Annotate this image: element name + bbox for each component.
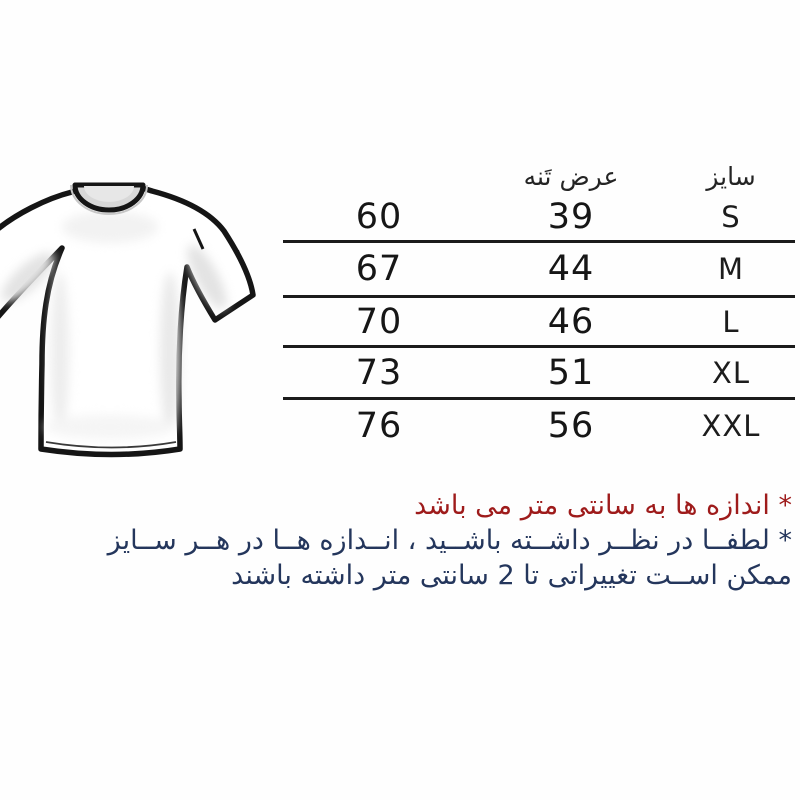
cell-width-xl: 51 [547,352,595,393]
tshirt-illustration [0,172,260,472]
size-table [283,150,795,452]
cell-length-m: 67 [355,249,403,289]
cell-size-s: S [721,200,741,234]
col-header-length [283,191,475,194]
cell-size-l: L [722,304,740,339]
footnotes [107,488,792,593]
cell-length-l: 70 [355,301,403,342]
cell-size-xxl: XXL [701,409,761,443]
col-header-size: سایز [706,162,756,191]
cell-width-l: 46 [547,301,595,342]
cell-width-xxl: 56 [547,406,595,446]
table-header-row [283,150,795,194]
note-tolerance-line2: ممکن اســت تغییراتی تا 2 سانتی متر داشته باشند [231,560,792,591]
table-row-l [283,298,795,348]
table-row-xl [283,348,795,400]
cell-size-m: M [717,252,745,286]
tshirt-sleeve-notch [234,249,239,254]
col-header-body-width: عرض تَنه [523,162,619,191]
cell-length-xxl: 76 [355,406,403,446]
cell-length-s: 60 [355,197,403,237]
cell-length-xl: 73 [355,352,403,393]
cell-width-m: 44 [547,249,595,289]
cell-size-xl: XL [711,355,751,390]
table-row-xxl [283,400,795,452]
table-row-m [283,243,795,298]
table-row-s [283,194,795,243]
note-units: * اندازه ها به سانتی متر می باشد [414,490,792,521]
note-tolerance-line1: * لطفــا در نظــر داشــته باشــید ، انــدازه هــا در هــر ســایز [107,525,792,556]
cell-width-s: 39 [547,197,595,237]
